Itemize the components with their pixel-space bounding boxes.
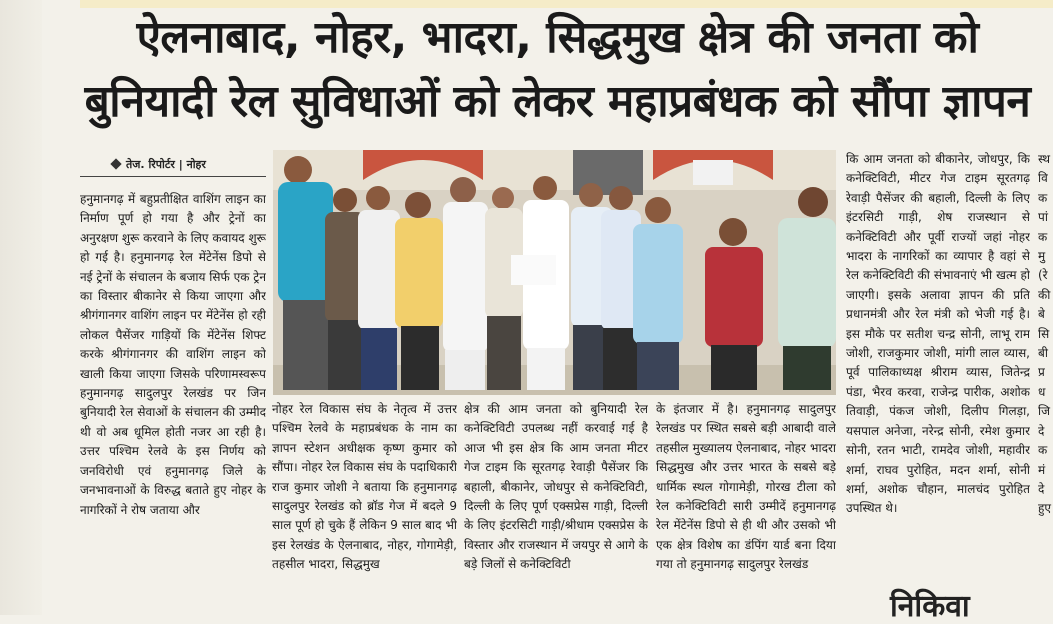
article-column-1: हनुमानगढ़ में बहुप्रतीक्षित वाशिंग लाइन का निर्माण पूर्ण हो गया है और ट्रेनों का अनुरक्षण शुरू करवाने के लिए कवायद शुरू हो गई है। हनुमानगढ़ रेल मेंटेनेंस डिपो से नई ट्रेनों के संचालन के बजाय सिर्फ एक ट्रेन का विस्तार बीकानेर से किया जाएगा और श्रीगंगानगर वाशिंग लाइन पर मेंटेनेंस हो रही लोकल पैसेंजर गाड़ियों कि मेंटेनेंस शिफ्ट करके श्रीगंगानगर की वाशिंग लाइन को खाली किया जाएगा जिसके परिणामस्वरूप हनुमानगढ़ सादुलपुर रेलखंड पर जिन बुनियादी रेल सेवाओं के संचालन की उम्मीद थी वो अब धूमिल होती नजर आ रही है। उत्तर पश्चिम रेलवे के इस निर्णय को जनविरोधी एवं हनुमानगढ़ जिले के जनभावनाओं के विरुद्ध बताते हुए नोहर के नागरिकों ने रोष जताया और	[80, 192, 266, 517]
article-column-2: नोहर रेल विकास संघ के नेतृत्व में उत्तर पश्चिम रेलवे के महाप्रबंधक के नाम का ज्ञापन स्टेशन अधीक्षक कृष्ण कुमार को सौंपा। नोहर रेल विकास संघ के पदाधिकारी राज कुमार जोशी ने बताया कि हनुमानगढ़ सादुलपुर रेलखंड को ब्रॉड गेज में बदले 9 साल पूर्ण हो चुके हैं लेकिन 9 साल बाद भी इस रेलखंड के ऐलनाबाद, नोहर, गोगामेड़ी, तहसील भादरा, सिद्धमुख	[272, 402, 457, 572]
article-column-3: क्षेत्र की आम जनता को बुनियादी रेल कनेक्टिविटी उपलब्ध नहीं करवाई गई है आज भी इस क्षेत्र कि आम जनता मीटर गेज टाइम कि सूरतगढ़ रेवाड़ी पैसेंजर कि बहाली, बीकानेर, जोधपुर से कनेक्टिविटी, दिल्ली के लिए पूर्ण एक्सप्रेस गाड़ी, दिल्ली के लिए इंटरसिटी गाड़ी/श्रीधाम एक्सप्रेस के विस्तार और राजस्थान में जयपुर से आगे के बड़े जिलों से कनेक्टिविटी	[464, 402, 648, 572]
left-page-gutter	[0, 0, 42, 615]
headline-line-2: बुनियादी रेल सुविधाओं को लेकर महाप्रबंधक को सौंपा ज्ञापन	[84, 76, 1031, 127]
news-photo	[273, 150, 836, 395]
bullet-icon	[110, 158, 121, 169]
headline-line-1: ऐलनाबाद, नोहर, भादरा, सिद्धमुख क्षेत्र की जनता को	[136, 12, 979, 63]
top-color-band	[80, 0, 1053, 8]
article-column-5: कि आम जनता को बीकानेर, जोधपुर, कि कनेक्टिविटी, मीटर गेज टाइम सूरतगढ़ रेवाड़ी पैसेंजर की बहाली, दिल्ली के लिए इंटरसिटी गाड़ी, शेष राजस्थान से कनेक्टिविटी और पूर्वी राज्यों जहां नोहर भादरा के नागरिकों का व्यापार है वहां से रेल कनेक्टिविटी की संभावनाएं भी खत्म हो जाएगी। इसके अलावा ज्ञापन की प्रति प्रधानमंत्री और रेल मंत्री को भेजी गई है। इस मौके पर सतीश चन्द्र सोनी, लाभू राम जोशी, राजकुमार जोशी, मांगी लाल व्यास, पूर्व पालिकाध्यक्ष श्रीराम व्यास, जितेन्द्र पंडा, भैरव करवा, राजेन्द्र पारीक, अशोक तिवाड़ी, पंकज जोशी, दिलीप गिलड़ा, यसपाल अनेजा, नरेन्द्र सोनी, रमेश कुमार सोनी, रतन भाटी, रामदेव जोशी, महावीर शर्मा, राघव पुरोहित, मदन शर्मा, सोनी शर्मा, अशोक चौहान, मालचंद पुरोहित उपस्थित थे।	[846, 152, 1030, 516]
article-column-6-cropped: स्थ वि क पां क मु (रे की बे सि बी प्र ध जि दे क मं दे हुए	[1038, 152, 1052, 516]
article-column-4: के इंतजार में है। हनुमानगढ़ सादुलपुर रेलखंड पर स्थित सबसे बड़ी आबादी वाले तहसील मुख्यालय ऐलनाबाद, नोहर भादरा सिद्धमुख और उत्तर भारत के सबसे बड़े धार्मिक स्थल गोगामेड़ी, गोरख टीला को रेल कनेक्टिविटी सारी उम्मीदें हनुमानगढ़ रेल मेंटेनेंस डिपो से ही थी और उसको भी एक क्षेत्र विशेष का डंपिंग यार्ड बना दिया गया तो हनुमानगढ़ सादुलपुर रेलखंड	[656, 402, 836, 572]
byline-text: तेज. रिपोर्टर | नोहर	[126, 158, 206, 171]
byline-rule	[80, 176, 266, 177]
headline	[80, 12, 1035, 127]
byline	[112, 157, 206, 172]
next-article-heading: निकिवा	[890, 589, 970, 624]
